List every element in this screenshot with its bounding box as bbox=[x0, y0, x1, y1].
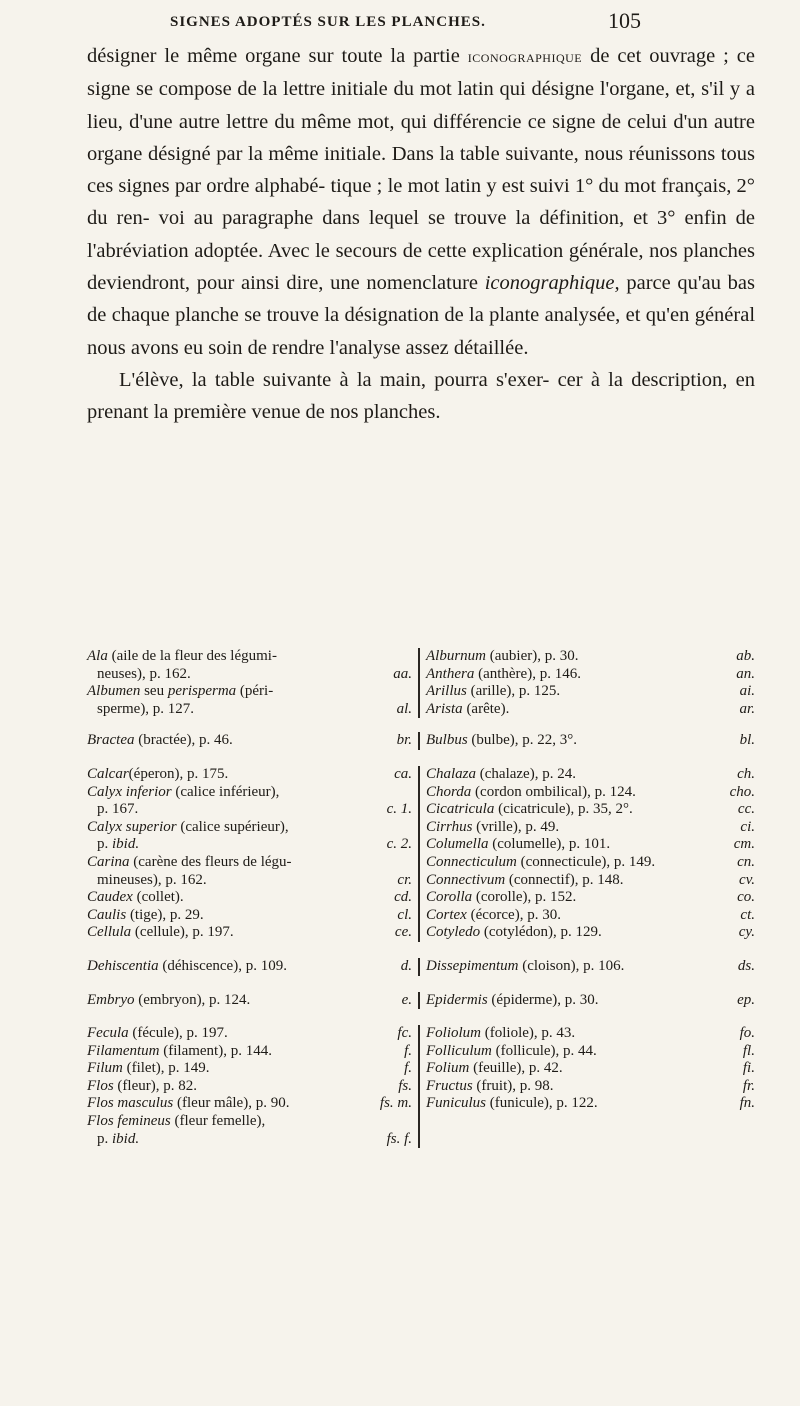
french-term: (connecticule), p. 149. bbox=[516, 853, 656, 870]
table-entry bbox=[87, 1060, 356, 1078]
table-entry bbox=[87, 889, 356, 907]
french-term: seu bbox=[140, 683, 168, 700]
text-line: mot latin qui désigne l'organe, et, s'il y a lieu, d'une autre bbox=[87, 78, 755, 133]
latin-term: Corolla bbox=[426, 889, 473, 906]
french-term: (éperon), p. 175. bbox=[128, 765, 229, 782]
french-term: (tige), p. 29. bbox=[126, 906, 204, 923]
text-line: tique ; le mot latin y est suivi 1° du mot français, 2° du ren- bbox=[87, 175, 755, 230]
latin-term: ibid. bbox=[112, 836, 140, 853]
abbreviation: fn. bbox=[739, 1095, 755, 1112]
french-term: (arête). bbox=[462, 700, 510, 717]
latin-term: Connectivum bbox=[426, 871, 506, 888]
text-line: suivante, nous réunissons tous ces signes par ordre alphabé- bbox=[87, 142, 756, 198]
french-term: (feuille), p. 42. bbox=[469, 1060, 563, 1077]
table-entry bbox=[426, 1078, 715, 1096]
sign-column bbox=[356, 648, 418, 718]
abbreviation: cho. bbox=[729, 783, 755, 800]
sign-mark: ca. bbox=[394, 765, 412, 782]
french-term: (cellule), p. 197. bbox=[131, 924, 234, 941]
abbreviation-column bbox=[715, 958, 755, 976]
latin-term: Caudex bbox=[87, 889, 133, 906]
sign-mark: fs. m. bbox=[379, 1095, 412, 1112]
right-column bbox=[418, 732, 715, 750]
text-line: planches. bbox=[363, 401, 441, 424]
text-line: désigner le même organe sur toute la partie bbox=[87, 45, 468, 67]
text-line: voi au paragraphe dans lequel se trouve la définition, et bbox=[158, 207, 648, 230]
table-entry bbox=[87, 766, 356, 784]
table-group bbox=[87, 1025, 755, 1148]
table-entry bbox=[87, 836, 356, 854]
table-entry bbox=[426, 836, 715, 854]
sign-mark bbox=[356, 784, 412, 802]
latin-term: Arista bbox=[426, 700, 463, 717]
latin-term: Folliculum bbox=[426, 1042, 492, 1059]
sign-mark: br. bbox=[396, 732, 412, 749]
french-term: (connectif), p. 148. bbox=[505, 871, 624, 888]
french-term: (carène des fleurs de légu- bbox=[129, 853, 292, 870]
table-entry bbox=[426, 1043, 715, 1061]
latin-term: Cirrhus bbox=[426, 818, 473, 835]
sign-column bbox=[356, 992, 418, 1010]
abbreviation: ai. bbox=[739, 683, 755, 700]
abbreviation-column bbox=[715, 992, 755, 1010]
left-column bbox=[87, 648, 356, 718]
french-term: (épiderme), p. 30. bbox=[487, 991, 599, 1008]
latin-term: Chalaza bbox=[426, 765, 477, 782]
french-term: (fleur femelle), bbox=[170, 1113, 266, 1130]
abbreviation-column bbox=[715, 648, 755, 718]
header-title: SIGNES ADOPTÉS SUR LES PLANCHES. bbox=[170, 14, 486, 30]
sign-column bbox=[356, 1025, 418, 1148]
abbreviation: ab. bbox=[736, 648, 755, 664]
french-term: (péri- bbox=[236, 683, 274, 700]
sign-mark bbox=[356, 1113, 412, 1131]
latin-term: Calyx superior bbox=[87, 818, 177, 835]
text-line: parce qu'au bas de chaque bbox=[87, 272, 755, 327]
table-group bbox=[87, 648, 755, 718]
abbreviation: cm. bbox=[733, 836, 755, 853]
left-column bbox=[87, 958, 356, 976]
table-entry bbox=[426, 1113, 715, 1131]
signs-table bbox=[87, 648, 755, 1148]
french-term: (collet). bbox=[132, 889, 184, 906]
table-entry bbox=[87, 666, 356, 684]
abbreviation: bl. bbox=[739, 732, 755, 749]
table-entry bbox=[426, 992, 715, 1010]
latin-term: Arillus bbox=[426, 683, 467, 700]
sign-mark: aa. bbox=[393, 665, 412, 682]
sign-mark: cd. bbox=[394, 889, 412, 906]
french-term: (chalaze), p. 24. bbox=[476, 765, 576, 782]
french-term: (déhiscence), p. 109. bbox=[158, 957, 287, 974]
abbreviation: cc. bbox=[737, 801, 755, 818]
latin-term: Epidermis bbox=[426, 991, 488, 1008]
table-group bbox=[87, 766, 755, 942]
table-entry bbox=[426, 683, 715, 701]
french-term: (fruit), p. 98. bbox=[472, 1077, 554, 1094]
french-term: p. bbox=[97, 1130, 112, 1147]
latin-term: ibid. bbox=[112, 1130, 140, 1147]
latin-term: Filamentum bbox=[87, 1042, 160, 1059]
table-group bbox=[87, 958, 755, 976]
table-entry bbox=[426, 766, 715, 784]
sign-column bbox=[356, 766, 418, 942]
right-column bbox=[418, 648, 715, 718]
french-term: (corolle), p. 152. bbox=[472, 889, 577, 906]
table-entry bbox=[426, 784, 715, 802]
table-group bbox=[87, 992, 755, 1010]
latin-term: Calcar bbox=[87, 765, 129, 782]
latin-term: Foliolum bbox=[426, 1025, 481, 1042]
table-entry bbox=[87, 819, 356, 837]
table-entry bbox=[426, 648, 715, 666]
french-term: (filament), p. 144. bbox=[159, 1042, 272, 1059]
table-entry bbox=[87, 924, 356, 942]
latin-term: Carina bbox=[87, 853, 130, 870]
abbreviation: ct. bbox=[740, 906, 755, 923]
right-column bbox=[418, 1025, 715, 1148]
french-term: (calice inférieur), bbox=[171, 783, 280, 800]
abbreviation-column bbox=[715, 1025, 755, 1148]
latin-term: Connecticulum bbox=[426, 853, 517, 870]
text-line: L'élève, la table suivante à la main, pourra s'exer- bbox=[119, 368, 550, 391]
table-entry bbox=[426, 1060, 715, 1078]
latin-term: Cotyledo bbox=[426, 924, 481, 941]
body-text bbox=[87, 40, 755, 429]
left-column bbox=[87, 1025, 356, 1148]
french-term: (bulbe), p. 22, 3°. bbox=[467, 732, 577, 749]
latin-term: Bulbus bbox=[426, 732, 468, 749]
french-term: (écorce), p. 30. bbox=[466, 906, 561, 923]
latin-term: Fecula bbox=[87, 1025, 129, 1042]
table-entry bbox=[426, 666, 715, 684]
sign-mark: fs. bbox=[398, 1077, 412, 1094]
sign-mark: al. bbox=[396, 700, 412, 717]
abbreviation: ds. bbox=[737, 957, 755, 974]
table-entry bbox=[87, 1025, 356, 1043]
text-line: planche se trouve la désignation de la plante analysée, et qu'en bbox=[175, 304, 690, 327]
french-term: (aubier), p. 30. bbox=[486, 648, 579, 664]
latin-term: Flos bbox=[87, 1077, 114, 1094]
text-line: 3° enfin de l'abréviation adoptée. Avec le secours de cette bbox=[87, 207, 755, 262]
table-entry bbox=[87, 958, 356, 976]
french-term: (fleur), p. 82. bbox=[113, 1077, 197, 1094]
latin-term: Alburnum bbox=[426, 648, 486, 664]
sign-mark: c. 2. bbox=[386, 836, 412, 853]
french-term: (aile de la fleur des légumi- bbox=[107, 648, 277, 664]
table-entry bbox=[426, 819, 715, 837]
abbreviation bbox=[715, 1131, 755, 1149]
text-line: cer à la description, en prenant la première venue de nos bbox=[87, 368, 756, 424]
latin-term: Funiculus bbox=[426, 1095, 486, 1112]
sign-mark bbox=[356, 683, 412, 701]
latin-term: Anthera bbox=[426, 665, 475, 682]
abbreviation bbox=[715, 1113, 755, 1131]
sign-mark: e. bbox=[401, 991, 412, 1008]
sign-mark bbox=[356, 819, 412, 837]
paragraph-1 bbox=[87, 40, 755, 364]
latin-term: Cicatricula bbox=[426, 801, 495, 818]
table-entry bbox=[87, 683, 356, 701]
table-entry bbox=[87, 1095, 356, 1113]
french-term: (anthère), p. 146. bbox=[474, 665, 581, 682]
abbreviation: cv. bbox=[739, 871, 755, 888]
abbreviation: co. bbox=[737, 889, 755, 906]
sign-mark bbox=[356, 648, 412, 666]
latin-term: Chorda bbox=[426, 783, 472, 800]
table-entry bbox=[426, 907, 715, 925]
running-header bbox=[0, 8, 800, 42]
french-term: (follicule), p. 44. bbox=[491, 1042, 597, 1059]
french-term: (calice supérieur), bbox=[176, 818, 289, 835]
abbreviation: ar. bbox=[739, 700, 755, 717]
sign-mark: d. bbox=[400, 957, 412, 974]
french-term: (embryon), p. 124. bbox=[134, 991, 251, 1008]
left-column bbox=[87, 732, 356, 750]
text-line: lettre du même mot, qui différencie ce signe de celui d'un bbox=[226, 110, 708, 133]
latin-term: Ala bbox=[87, 648, 108, 664]
french-term: mineuses), p. 162. bbox=[97, 871, 207, 888]
latin-term: Bractea bbox=[87, 732, 135, 749]
table-entry bbox=[87, 872, 356, 890]
table-entry bbox=[87, 1078, 356, 1096]
french-term: (arille), p. 125. bbox=[466, 683, 561, 700]
sign-mark: fc. bbox=[397, 1025, 412, 1042]
small-caps-word: iconographique bbox=[467, 47, 583, 66]
abbreviation: fr. bbox=[742, 1077, 755, 1094]
text-line: une nomenclature bbox=[330, 272, 485, 295]
french-term: (vrille), p. 49. bbox=[472, 818, 560, 835]
table-entry bbox=[426, 1095, 715, 1113]
latin-term: Calyx inferior bbox=[87, 783, 172, 800]
right-column bbox=[418, 992, 715, 1010]
french-term: neuses), p. 162. bbox=[97, 665, 191, 682]
table-entry bbox=[87, 701, 356, 719]
latin-term: Caulis bbox=[87, 906, 127, 923]
french-term: (cordon ombilical), p. 124. bbox=[471, 783, 636, 800]
abbreviation-column bbox=[715, 732, 755, 750]
table-group bbox=[87, 732, 755, 750]
latin-term: Filum bbox=[87, 1060, 123, 1077]
french-term: p. 167. bbox=[97, 801, 139, 818]
latin-term: Cortex bbox=[426, 906, 467, 923]
table-entry bbox=[426, 732, 715, 750]
french-term: (foliole), p. 43. bbox=[481, 1025, 576, 1042]
french-term: (cloison), p. 106. bbox=[518, 957, 625, 974]
abbreviation: fo. bbox=[739, 1025, 755, 1042]
french-term: (filet), p. 149. bbox=[122, 1060, 210, 1077]
table-entry bbox=[426, 801, 715, 819]
table-entry bbox=[426, 854, 715, 872]
abbreviation: an. bbox=[736, 665, 755, 682]
text-line: de cet ouvrage ; ce signe se compose de la lettre initiale du bbox=[87, 45, 756, 101]
abbreviation: fi. bbox=[742, 1060, 755, 1077]
abbreviation: ci. bbox=[740, 818, 755, 835]
sign-mark: ce. bbox=[394, 924, 412, 941]
abbreviation: ep. bbox=[737, 991, 755, 1008]
table-entry bbox=[426, 958, 715, 976]
sign-mark: cl. bbox=[397, 906, 412, 923]
latin-term: Albumen bbox=[87, 683, 141, 700]
table-entry bbox=[87, 1043, 356, 1061]
right-column bbox=[418, 766, 715, 942]
right-column bbox=[418, 958, 715, 976]
french-term: p. bbox=[97, 836, 112, 853]
table-entry bbox=[87, 854, 356, 872]
abbreviation: cy. bbox=[738, 924, 755, 941]
abbreviation-column bbox=[715, 766, 755, 942]
abbreviation: cn. bbox=[737, 853, 755, 870]
sign-mark: f. bbox=[404, 1060, 412, 1077]
table-entry bbox=[87, 648, 356, 666]
table-entry bbox=[87, 992, 356, 1010]
sign-column bbox=[356, 732, 418, 750]
sign-mark: fs. f. bbox=[386, 1130, 412, 1147]
latin-term: Dehiscentia bbox=[87, 957, 159, 974]
french-term: (fécule), p. 197. bbox=[128, 1025, 228, 1042]
sign-mark: f. bbox=[404, 1042, 412, 1059]
latin-term: Dissepimentum bbox=[426, 957, 519, 974]
latin-term: Fructus bbox=[426, 1077, 473, 1094]
sign-column bbox=[356, 958, 418, 976]
table-entry bbox=[426, 924, 715, 942]
french-term: (cicatricule), p. 35, 2°. bbox=[494, 801, 633, 818]
table-entry bbox=[426, 872, 715, 890]
sign-mark: c. 1. bbox=[386, 801, 412, 818]
latin-term: Cellula bbox=[87, 924, 132, 941]
latin-term: Flos masculus bbox=[87, 1095, 174, 1112]
table-entry bbox=[426, 889, 715, 907]
abbreviation: fl. bbox=[742, 1042, 755, 1059]
sign-mark bbox=[356, 854, 412, 872]
table-entry bbox=[87, 732, 356, 750]
french-term: (funicule), p. 122. bbox=[486, 1095, 598, 1112]
table-entry bbox=[87, 1113, 356, 1131]
table-entry bbox=[426, 1025, 715, 1043]
french-term: sperme), p. 127. bbox=[97, 700, 195, 717]
abbreviation: ch. bbox=[737, 765, 755, 782]
latin-term: perisperma bbox=[167, 683, 237, 700]
table-entry bbox=[87, 784, 356, 802]
french-term: (fleur mâle), p. 90. bbox=[173, 1095, 290, 1112]
latin-term: Columella bbox=[426, 836, 489, 853]
text-line: autre organe désigné par la même initiale. Dans la table bbox=[87, 110, 755, 165]
page-number: 105 bbox=[608, 8, 641, 33]
french-term: (columelle), p. 101. bbox=[488, 836, 611, 853]
text-line: général nous avons eu soin de rendre l'analyse assez détaillée. bbox=[87, 304, 756, 359]
sign-mark: cr. bbox=[397, 871, 412, 888]
latin-term: Embryo bbox=[87, 991, 135, 1008]
french-term: (cotylédon), p. 129. bbox=[480, 924, 602, 941]
left-column bbox=[87, 766, 356, 942]
left-column bbox=[87, 992, 356, 1010]
paragraph-2 bbox=[87, 364, 755, 429]
table-entry bbox=[87, 801, 356, 819]
latin-term: Folium bbox=[426, 1060, 470, 1077]
table-entry bbox=[426, 701, 715, 719]
table-entry bbox=[426, 1131, 715, 1149]
latin-term: Flos femineus bbox=[87, 1113, 171, 1130]
french-term: (bractée), p. 46. bbox=[134, 732, 233, 749]
table-entry bbox=[87, 907, 356, 925]
table-entry bbox=[87, 1131, 356, 1149]
text-line: explication générale, nos planches deviendront, pour ainsi dire, bbox=[87, 239, 755, 295]
italic-word: iconographique, bbox=[484, 272, 620, 295]
